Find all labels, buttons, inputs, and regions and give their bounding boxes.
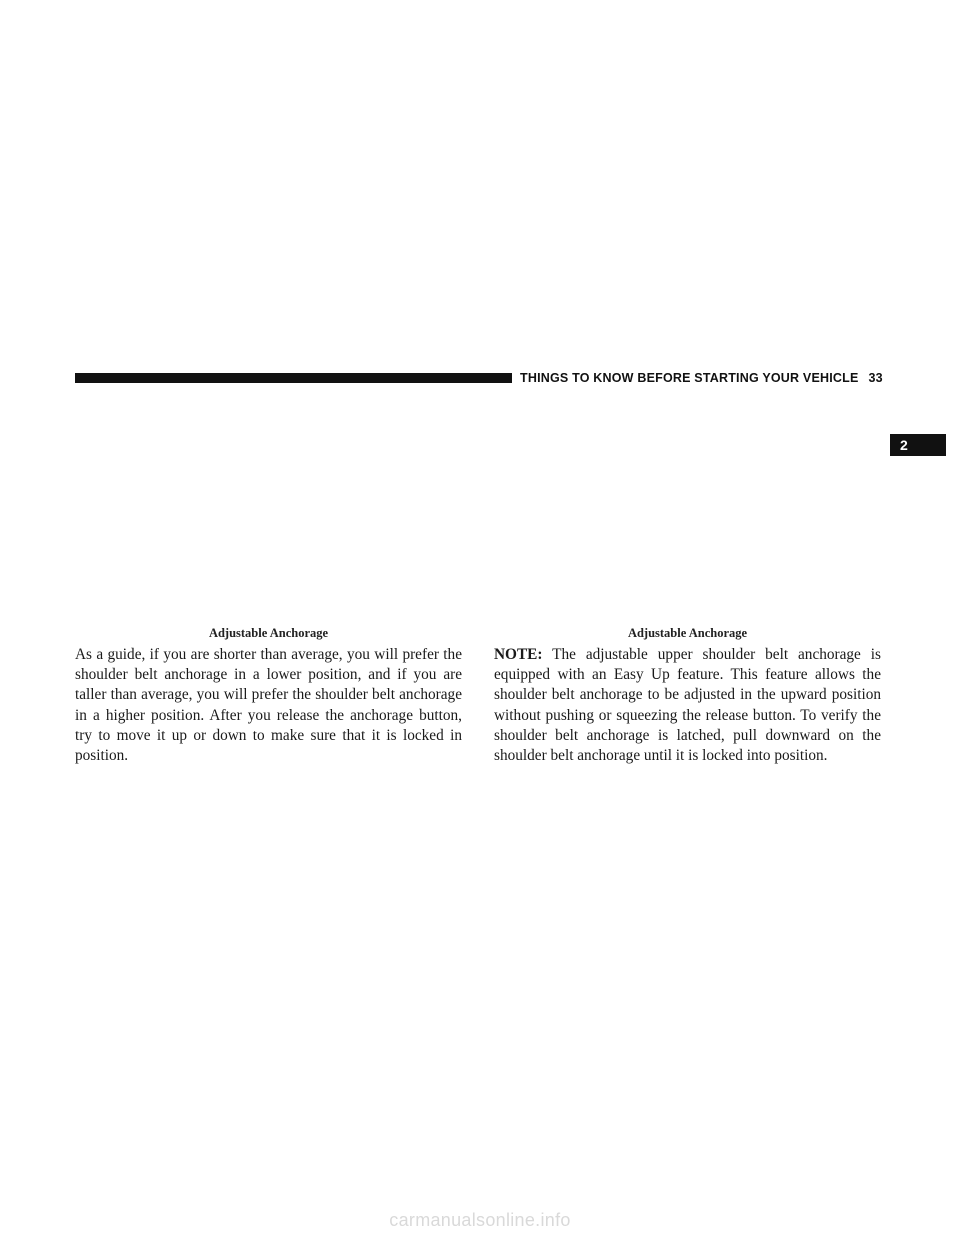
page-number: 33 [868, 371, 883, 385]
note-paragraph [494, 645, 881, 766]
section-title: THINGS TO KNOW BEFORE STARTING YOUR VEHICLE [520, 371, 859, 385]
figure-caption-right: Adjustable Anchorage [627, 626, 748, 640]
chapter-tab: 2 [890, 434, 946, 456]
figure-caption-left: Adjustable Anchorage [208, 626, 329, 640]
note-label: NOTE: [494, 646, 543, 663]
watermark: carmanualsonline.info [389, 1210, 571, 1230]
note-text: The adjustable upper shoulder belt anchorage is equipped with an Easy Up feature. This feature allows the shoulder belt anchorage to be adjusted in the upward position without pushing or squeezing the release button. To verify the shoulder belt anchorage is latched, pull downward on the shoulder belt anchorage until it is locked into position. [494, 646, 881, 765]
header-rule-bar [75, 373, 512, 383]
body-paragraph-left: As a guide, if you are shorter than average, you will prefer the shoulder belt anchorage in a lower position, and if you are taller than average, you will prefer the shoulder belt anchorage in a higher position. After you release the anchorage button, try to move it up or down to make sure that it is locked in position. [75, 646, 462, 765]
running-header [520, 368, 883, 388]
